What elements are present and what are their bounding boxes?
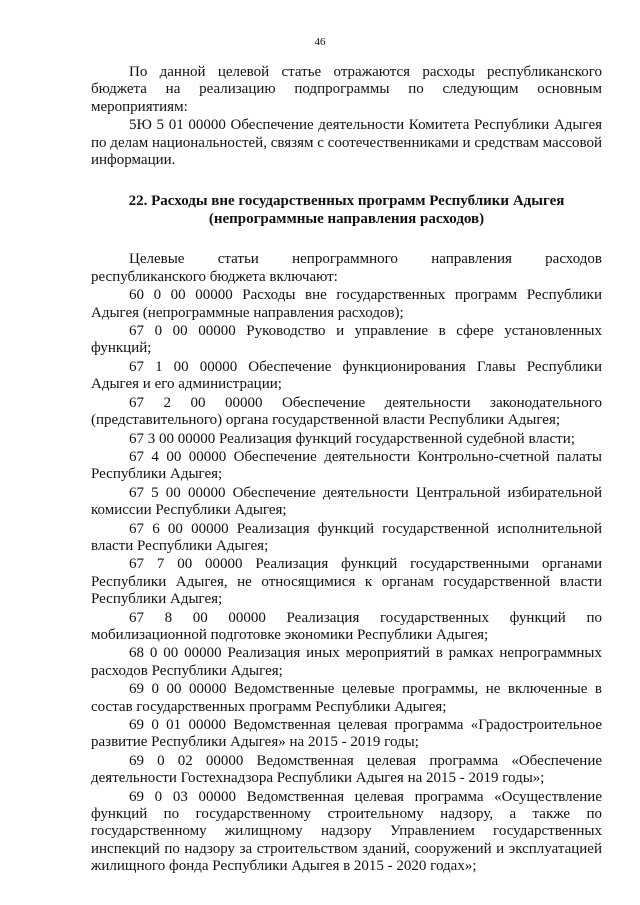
body-paragraph: 67 4 00 00000 Обеспечение деятельности Контрольно-счетной палаты Республики Адыгея;: [91, 448, 602, 483]
body-paragraph: 69 0 03 00000 Ведомственная целевая программа «Осуществление функций по государственному строительному надзору, а также по государственному жилищному надзору Управлением государственных инспекций по надзору за строительством зданий, сооружений и эксплуатацией жилищного фонда Республики Адыгея в 2015 - 2020 годах»;: [91, 788, 602, 875]
body-paragraph: Целевые статьи непрограммного направления расходов республиканского бюджета включают:: [91, 251, 602, 285]
body-paragraph: 67 0 00 00000 Руководство и управление в сфере установленных функций;: [91, 323, 602, 357]
page-number: 46: [314, 36, 326, 48]
body-paragraph: 67 5 00 00000 Обеспечение деятельности Центральной избирательной комиссии Республики Адыгея;: [91, 484, 602, 519]
body-paragraph: 67 1 00 00000 Обеспечение функционирования Главы Республики Адыгея и его администрации;: [91, 358, 602, 393]
body-paragraph: 67 7 00 00000 Реализация функций государственными органами Республики Адыгея, не относящимися к органам государственной власти Республики Адыгея;: [91, 556, 602, 608]
section-heading-line: 22. Расходы вне государственных программ Республики Адыгея: [128, 193, 565, 210]
body-paragraph: 60 0 00 00000 Расходы вне государственных программ Республики Адыгея (непрограммные направления расходов);: [91, 287, 602, 321]
intro-paragraph: По данной целевой статье отражаются расходы республиканского бюджета на реализацию подпрограммы по следующим основным мероприятиям:: [91, 64, 602, 115]
section-heading-line: (непрограммные направления расходов): [208, 211, 485, 228]
document-body: [91, 64, 602, 876]
body-paragraph: 67 2 00 00000 Обеспечение деятельности законодательного (представительного) органа государственной власти Республики Адыгея;: [91, 394, 602, 429]
body-paragraph: 68 0 00 00000 Реализация иных мероприятий в рамках непрограммных расходов Республики Адыгея;: [91, 645, 602, 679]
body-paragraph: 67 6 00 00000 Реализация функций государственной исполнительной власти Республики Адыгея;: [91, 520, 602, 554]
body-paragraph: 67 8 00 00000 Реализация государственных функций по мобилизационной подготовке экономики Республики Адыгея;: [91, 609, 602, 643]
body-paragraph: 69 0 02 00000 Ведомственная целевая программа «Обеспечение деятельности Гостехнадзора Республики Адыгея на 2015 - 2019 годы»;: [91, 752, 602, 787]
section-heading: [91, 192, 602, 228]
body-paragraph: 69 0 00 00000 Ведомственные целевые программы, не включенные в состав государственных программ Республики Адыгея;: [91, 681, 602, 715]
body-paragraph: 69 0 01 00000 Ведомственная целевая программа «Градостроительное развитие Республики Адыгея» на 2015 - 2019 годы;: [91, 717, 602, 751]
body-paragraph: 67 3 00 00000 Реализация функций государственной судебной власти;: [129, 430, 575, 447]
intro-paragraph: 5Ю 5 01 00000 Обеспечение деятельности Комитета Республики Адыгея по делам национальностей, связям с соотечественниками и средствам массовой информации.: [91, 117, 602, 169]
